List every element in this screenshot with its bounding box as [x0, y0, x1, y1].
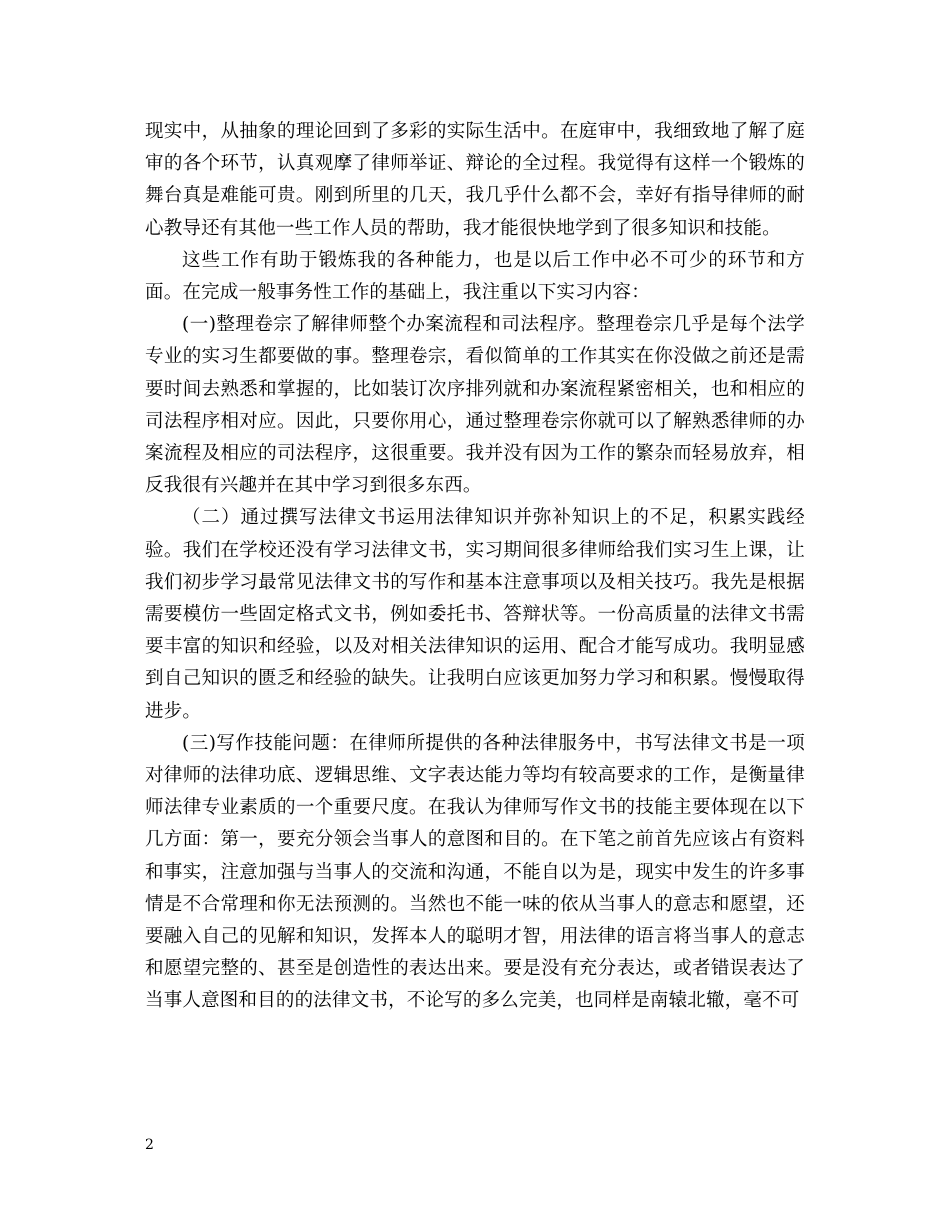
paragraph-5: (三)写作技能问题：在律师所提供的各种法律服务中，书写法律文书是一项对律师的法律功底、逻辑思维、文字表达能力等均有较高要求的工作，是衡量律师法律专业素质的一个重要尺度。在我认为律师写作文书的技能主要体现在以下几方面：第一，要充分领会当事人的意图和目的。在下笔之前首先应该占有资料和事实，注意加强与当事人的交流和沟通，不能自以为是，现实中发生的许多事情是不合常理和你无法预测的。当然也不能一味的依从当事人的意志和愿望，还要融入自己的见解和知识，发挥本人的聪明才智，用法律的语言将当事人的意志和愿望完整的、甚至是创造性的表达出来。要是没有充分表达，或者错误表达了当事人意图和目的的法律文书，不论写的多么完美，也同样是南辕北辙，毫不可	[145, 732, 805, 1012]
document-body	[145, 116, 805, 1018]
paragraph-4: （二）通过撰写法律文书运用法律知识并弥补知识上的不足，积累实践经验。我们在学校还没有学习法律文书，实习期间很多律师给我们实习生上课，让我们初步学习最常见法律文书的写作和基本注意事项以及相关技巧。我先是根据需要模仿一些固定格式文书，例如委托书、答辩状等。一份高质量的法律文书需要丰富的知识和经验，以及对相关法律知识的运用、配合才能写成功。我明显感到自己知识的匮乏和经验的缺失。让我明白应该更加努力学习和积累。慢慢取得进步。	[145, 507, 805, 722]
page-number: 2	[145, 1137, 154, 1153]
paragraph-1: 现实中，从抽象的理论回到了多彩的实际生活中。在庭审中，我细致地了解了庭审的各个环节，认真观摩了律师举证、辩论的全过程。我觉得有这样一个锻炼的舞台真是难能可贵。刚到所里的几天，我几乎什么都不会，幸好有指导律师的耐心教导还有其他一些工作人员的帮助，我才能很快地学到了很多知识和技能。	[145, 121, 805, 239]
paragraph-3: (一)整理卷宗了解律师整个办案流程和司法程序。整理卷宗几乎是每个法学专业的实习生都要做的事。整理卷宗，看似简单的工作其实在你没做之前还是需要时间去熟悉和掌握的，比如装订次序排列就和办案流程紧密相关，也和相应的司法程序相对应。因此，只要你用心，通过整理卷宗你就可以了解熟悉律师的办案流程及相应的司法程序，这很重要。我并没有因为工作的繁杂而轻易放弃，相反我很有兴趣并在其中学习到很多东西。	[145, 314, 805, 497]
paragraph-2: 这些工作有助于锻炼我的各种能力，也是以后工作中必不可少的环节和方面。在完成一般事务性工作的基础上，我注重以下实习内容：	[145, 249, 805, 304]
